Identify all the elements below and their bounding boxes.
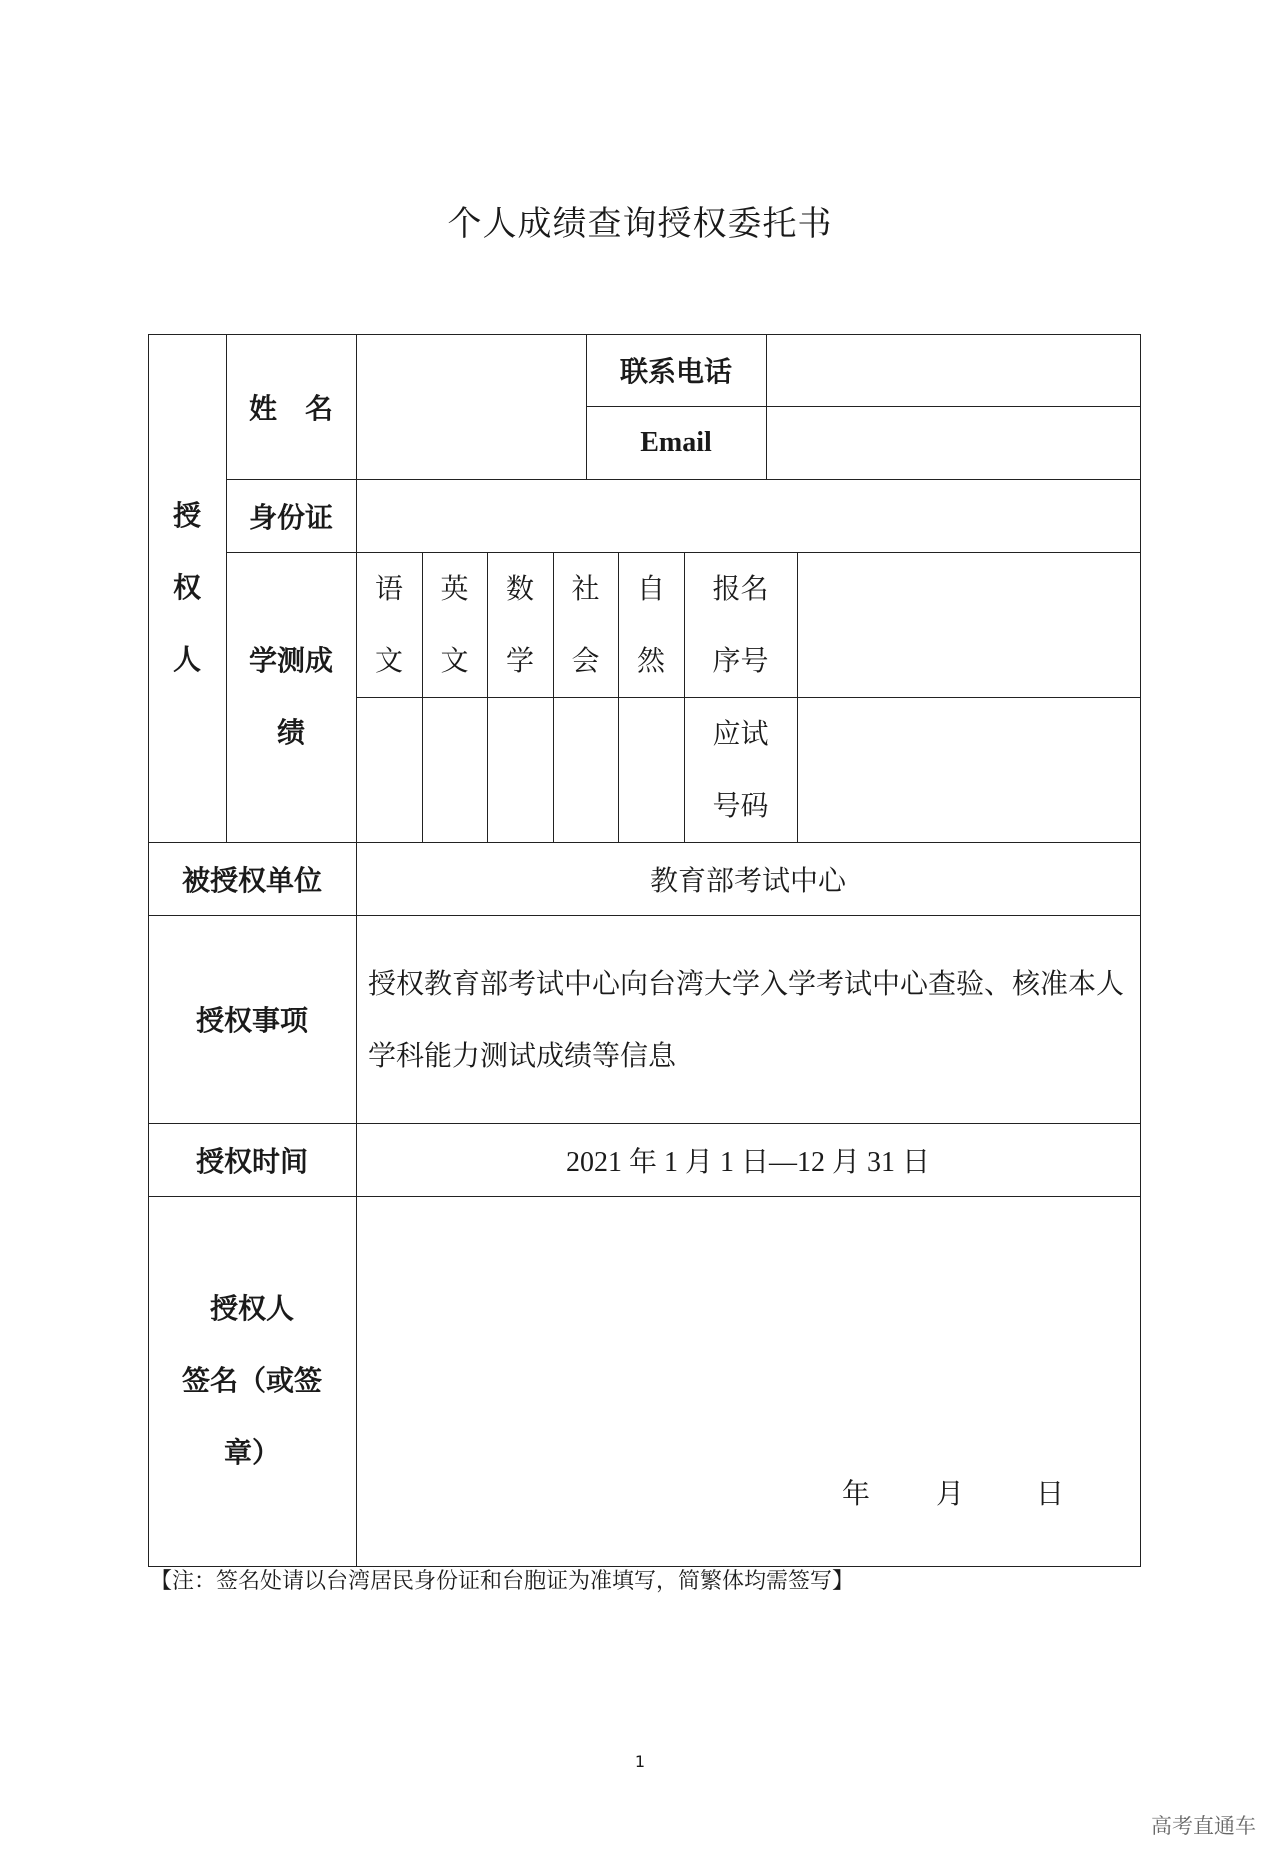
date-year: 年 [842, 1477, 871, 1510]
subject-char: 自 [636, 571, 665, 605]
table-border-right [1140, 334, 1141, 1566]
authorizer-label [148, 334, 226, 842]
score-input-math[interactable] [487, 697, 553, 842]
subject-char: 文 [440, 643, 469, 677]
signature-label-line: 授权人 [209, 1292, 294, 1325]
id-label: 身份证 [248, 500, 333, 534]
authorized-unit-value: 教育部考试中心 [649, 863, 846, 897]
subject-char: 文 [374, 643, 403, 677]
subject-char: 社 [571, 571, 600, 605]
phone-field[interactable] [766, 334, 1140, 406]
phone-label: 联系电话 [619, 355, 732, 388]
subject-char: 英 [440, 571, 469, 605]
exam-no-label-line: 应试 [712, 716, 769, 750]
signature-label-line: 章） [223, 1436, 280, 1469]
name-field[interactable] [356, 334, 586, 479]
score-input-english[interactable] [422, 697, 487, 842]
time-label: 授权时间 [195, 1144, 308, 1178]
authorizer-label-char: 人 [172, 643, 201, 676]
subject-char: 会 [571, 643, 600, 677]
signature-label-line: 签名（或签 [181, 1364, 322, 1397]
page-number: 1 [634, 1752, 646, 1771]
matters-label: 授权事项 [195, 1004, 308, 1037]
score-input-social[interactable] [553, 697, 618, 842]
authorizer-label-char: 权 [172, 571, 201, 604]
subject-english [422, 552, 487, 697]
subject-science [618, 552, 684, 697]
registration-no-label [684, 552, 797, 697]
time-value: 2021 年 1 月 1 日—12 月 31 日 [565, 1146, 930, 1178]
email-label: Email [640, 426, 712, 458]
registration-no-label-line: 序号 [712, 643, 769, 677]
signature-label [148, 1196, 356, 1566]
name-label: 姓 名 [248, 391, 333, 425]
id-field[interactable] [356, 479, 1140, 552]
registration-no-label-line: 报名 [712, 571, 769, 605]
subject-char: 学 [505, 643, 534, 677]
scores-label-line: 绩 [276, 716, 305, 749]
date-month: 月 [936, 1477, 965, 1510]
date-day: 日 [1036, 1477, 1065, 1510]
signature-note: 【注：签名处请以台湾居民身份证和台胞证为准填写，简繁体均需签写】 [150, 1569, 855, 1594]
subject-social [553, 552, 618, 697]
exam-no-label-line: 号码 [712, 788, 769, 822]
score-input-science[interactable] [618, 697, 684, 842]
score-input-chinese[interactable] [356, 697, 422, 842]
email-field[interactable] [766, 406, 1140, 479]
subject-char: 数 [505, 571, 534, 605]
watermark-text: 高考直通车 [1151, 1814, 1256, 1838]
exam-no-label [684, 697, 797, 842]
subject-char: 语 [374, 571, 403, 605]
matters-value: 授权教育部考试中心向台湾大学入学考试中心查验、核准本人学科能力测试成绩等信息 [368, 967, 1125, 1072]
authorized-unit-label: 被授权单位 [181, 863, 322, 897]
registration-no-field[interactable] [797, 552, 1140, 697]
signature-field[interactable] [356, 1196, 1140, 1446]
scores-label [226, 552, 356, 842]
document-title: 个人成绩查询授权委托书 [447, 204, 833, 244]
scores-label-line: 学测成 [248, 644, 333, 677]
exam-no-field[interactable] [797, 697, 1140, 842]
subject-chinese [356, 552, 422, 697]
authorizer-label-char: 授 [172, 499, 201, 532]
subject-char: 然 [636, 643, 665, 677]
subject-math [487, 552, 553, 697]
